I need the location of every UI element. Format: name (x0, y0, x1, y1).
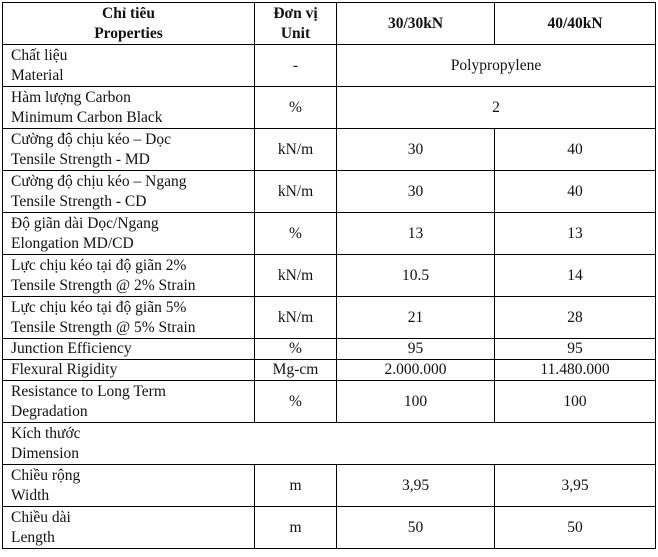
unit-cell: Mg-cm (255, 360, 337, 381)
value-cell-30-30kn: 21 (337, 297, 495, 339)
property-cell: Độ giãn dài Dọc/Ngang Elongation MD/CD (3, 213, 255, 255)
property-cell: Lực chịu kéo tại độ giãn 2% Tensile Strength @ 2% Strain (3, 255, 255, 297)
unit-cell: kN/m (255, 129, 337, 171)
property-cell: Lực chịu kéo tại độ giãn 5% Tensile Strength @ 5% Strain (3, 297, 255, 339)
property-cell: Chất liệu Material (3, 45, 255, 87)
unit-cell: % (255, 339, 337, 360)
header-properties: Chỉ tiêu Properties (3, 3, 255, 45)
unit-cell: % (255, 87, 337, 129)
value-cell-40-40kn: 40 (495, 129, 656, 171)
value-cell-40-40kn: 14 (495, 255, 656, 297)
value-cell-40-40kn: 28 (495, 297, 656, 339)
value-cell-30-30kn: 2.000.000 (337, 360, 495, 381)
unit-cell: kN/m (255, 255, 337, 297)
property-cell: Flexural Rigidity (3, 360, 255, 381)
property-cell: Chiều dài Length (3, 507, 255, 549)
value-cell-40-40kn: 100 (495, 381, 656, 423)
table-row (3, 297, 656, 339)
property-cell: Chiều rộng Width (3, 465, 255, 507)
table-row (3, 213, 656, 255)
header-30-30kn: 30/30kN (337, 3, 495, 45)
header-unit: Đơn vị Unit (255, 3, 337, 45)
property-cell: Cường độ chịu kéo – Ngang Tensile Strength - CD (3, 171, 255, 213)
table-row (3, 171, 656, 213)
unit-cell: m (255, 507, 337, 549)
property-cell: Cường độ chịu kéo – Dọc Tensile Strength - MD (3, 129, 255, 171)
table-row (3, 87, 656, 129)
value-cell-30-30kn: 30 (337, 129, 495, 171)
value-cell-30-30kn: 10.5 (337, 255, 495, 297)
unit-cell: m (255, 465, 337, 507)
table-row (3, 465, 656, 507)
section-row-dimension (3, 423, 656, 465)
specification-table (2, 2, 656, 549)
value-cell-30-30kn: 13 (337, 213, 495, 255)
unit-cell: % (255, 213, 337, 255)
table-row (3, 381, 656, 423)
value-cell-merged: Polypropylene (337, 45, 656, 87)
value-cell-40-40kn: 13 (495, 213, 656, 255)
table-row (3, 360, 656, 381)
property-cell: Resistance to Long Term Degradation (3, 381, 255, 423)
table-row (3, 255, 656, 297)
unit-cell: kN/m (255, 297, 337, 339)
value-cell-40-40kn: 95 (495, 339, 656, 360)
value-cell-30-30kn: 30 (337, 171, 495, 213)
value-cell-30-30kn: 3,95 (337, 465, 495, 507)
value-cell-30-30kn: 50 (337, 507, 495, 549)
table-row (3, 129, 656, 171)
value-cell-30-30kn: 95 (337, 339, 495, 360)
section-heading: Kích thước Dimension (3, 423, 656, 465)
table-row (3, 507, 656, 549)
value-cell-40-40kn: 3,95 (495, 465, 656, 507)
table-row (3, 45, 656, 87)
header-40-40kn: 40/40kN (495, 3, 656, 45)
unit-cell: - (255, 45, 337, 87)
table-row (3, 339, 656, 360)
header-row (3, 3, 656, 45)
property-cell: Hàm lượng Carbon Minimum Carbon Black (3, 87, 255, 129)
value-cell-merged: 2 (337, 87, 656, 129)
value-cell-40-40kn: 50 (495, 507, 656, 549)
value-cell-40-40kn: 11.480.000 (495, 360, 656, 381)
value-cell-40-40kn: 40 (495, 171, 656, 213)
unit-cell: % (255, 381, 337, 423)
value-cell-30-30kn: 100 (337, 381, 495, 423)
property-cell: Junction Efficiency (3, 339, 255, 360)
unit-cell: kN/m (255, 171, 337, 213)
